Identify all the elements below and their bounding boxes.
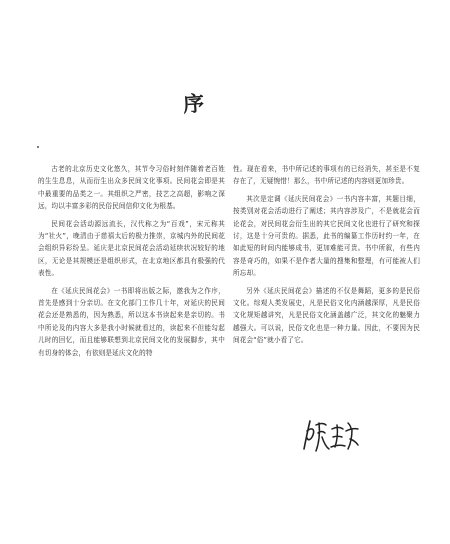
left-text-column bbox=[38, 163, 225, 364]
page-title: 序 bbox=[182, 90, 205, 117]
decorative-dot bbox=[37, 146, 39, 148]
author-signature bbox=[298, 415, 362, 455]
paragraph: 性。现在看来，书中所记述的事项有的已经消失，甚至是不复存在了，无疑惋惜！那么，书中所记述的内容则更加珍贵。 bbox=[233, 165, 420, 186]
paragraph: 在《延庆民间花会》一书即将出版之际，邀我为之作序，首先是感到十分亲切。在文化部门工作几十年，对延庆的民间花会还是熟悉的，因为熟悉，所以这本书读起来是亲切的。书中所论及的内容大多是我小时候就看过的，读起来不但能勾起儿时的回忆，而且能够联想到北京民间文化的发展脚步，其中有切身的体会，有依则是延庆文化的特 bbox=[38, 286, 225, 357]
paragraph: 民间花会活动源远流长，汉代称之为“百戏”，宋元称其为“社火”，晚清由于慈禧太后的极力推崇，京城内外的民间花会组织异彩纷呈。延庆是北京民间花会活动延续状况较好的地区，无论是其规模还是组织形式，在北京地区都具有极强的代表性。 bbox=[38, 219, 225, 278]
paragraph: 另外《延庆民间花会》描述的不仅是舞蹈，更多的是民俗文化。综观人类发展史，凡是民俗文化内涵越深厚，凡是民俗文化规矩越讲究，凡是民俗文化涵盖越广泛，其文化的魅聚力越强大。可以说，民俗文化也是一种力量。因此，不要因为民间花会“俗”就小看了它。 bbox=[233, 286, 420, 345]
paragraph: 其次是定调《延庆民间花会》一书内容丰富，其题目细，按类别对花会活动进行了阐述；其内容涉及广，不是就花会而论花会，对民间花会衍生出的其它民间文化也进行了研究和探讨，这是十分可贵的。据悉，此书的编纂工作历时约一年，在如此短的时间内能够成书，更加难能可贵。书中所叙，有些内容是奇巧的，如果不是作者大量的搜集和整理，有可能被人们所忘却。 bbox=[233, 194, 420, 278]
right-text-column bbox=[233, 163, 420, 352]
paragraph: 古老的北京历史文化悠久，其节令习俗时刻伴随着老百姓的生生息息，从而衍生出众多民间文化事项。民间花会即是其中最重要的品类之一。其组织之严密，技艺之高超，影响之深远，均以丰富多彩的民俗民间信仰文化为根基。 bbox=[38, 165, 225, 211]
